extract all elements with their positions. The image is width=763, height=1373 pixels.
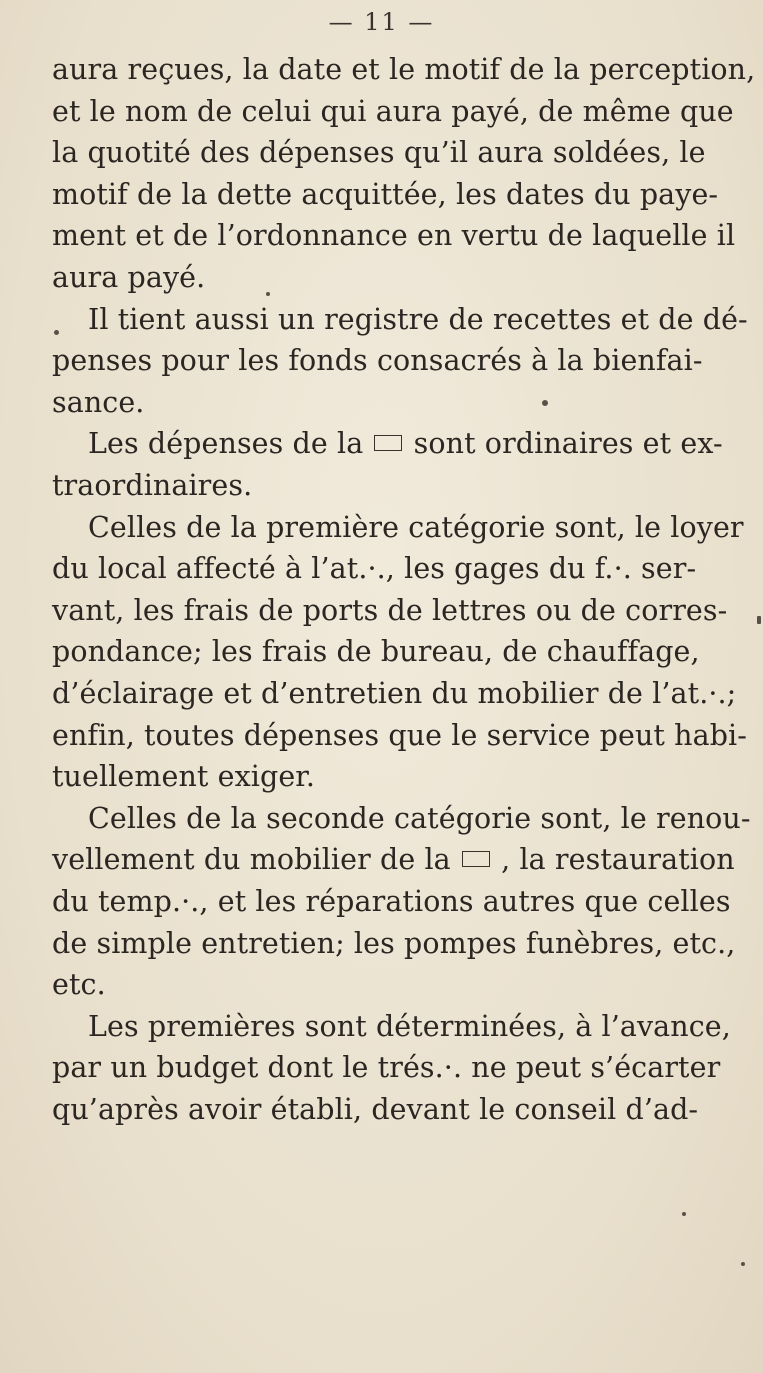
text-line: par un budget dont le trés.·. ne peut s’écarter — [52, 1051, 721, 1085]
text-line: tuellement exiger. — [52, 760, 316, 794]
text-line: aura reçues, la date et le motif de la perception, — [52, 53, 756, 86]
text-line: etc. — [52, 968, 106, 1002]
text-line: Celles de la première catégorie sont, le loyer — [88, 510, 744, 544]
text-line: sance. — [52, 385, 145, 419]
lodge-symbol-icon — [462, 851, 490, 867]
text-line: du temp.·., et les réparations autres que celles — [52, 885, 731, 918]
ink-speck — [542, 400, 548, 406]
ink-speck — [682, 1212, 686, 1216]
text-line: Les premières sont déterminées, à l’avance, — [88, 1009, 731, 1043]
text-line: de simple entretien; les pompes funèbres, etc., — [52, 926, 736, 960]
text-line: ment et de l’ordonnance en vertu de laquelle il — [52, 219, 736, 253]
text-line: penses pour les fonds consacrés à la bienfai- — [52, 344, 703, 378]
lodge-symbol-icon — [374, 435, 402, 451]
text-line: Il tient aussi un registre de recettes et de dé- — [88, 302, 748, 336]
line-text-after-symbol: , la restauration — [501, 843, 735, 877]
line-text-after-symbol: sont ordinaires et ex- — [413, 427, 723, 461]
ink-speck — [266, 292, 270, 296]
text-line: Celles de la seconde catégorie sont, le renou- — [88, 801, 751, 835]
ink-speck — [741, 1262, 745, 1266]
text-line: la quotité des dépenses qu’il aura soldées, le — [52, 136, 706, 170]
text-line: traordinaires. — [52, 469, 253, 502]
line-text-before-symbol: Les dépenses de la — [88, 427, 364, 461]
text-line — [88, 422, 723, 466]
text-line: pondance; les frais de bureau, de chauffage, — [52, 635, 700, 669]
line-text-before-symbol: vellement du mobilier de la — [52, 843, 451, 877]
text-line: d’éclairage et d’entretien du mobilier de l’at.·.; — [52, 677, 737, 710]
ink-speck — [54, 330, 59, 335]
text-line: vant, les frais de ports de lettres ou de corres- — [52, 593, 728, 627]
text-line: qu’après avoir établi, devant le conseil d’ad- — [52, 1093, 699, 1126]
text-line: aura payé. — [52, 261, 206, 294]
text-line — [52, 838, 735, 882]
ink-speck — [757, 616, 761, 624]
text-line: et le nom de celui qui aura payé, de même que — [52, 94, 734, 128]
text-line: du local affecté à l’at.·., les gages du f.·. ser- — [52, 552, 697, 586]
text-line: enfin, toutes dépenses que le service peut habi- — [52, 718, 747, 752]
text-line: motif de la dette acquittée, les dates du paye- — [52, 177, 719, 211]
page-number-header: — 11 — — [328, 8, 435, 36]
